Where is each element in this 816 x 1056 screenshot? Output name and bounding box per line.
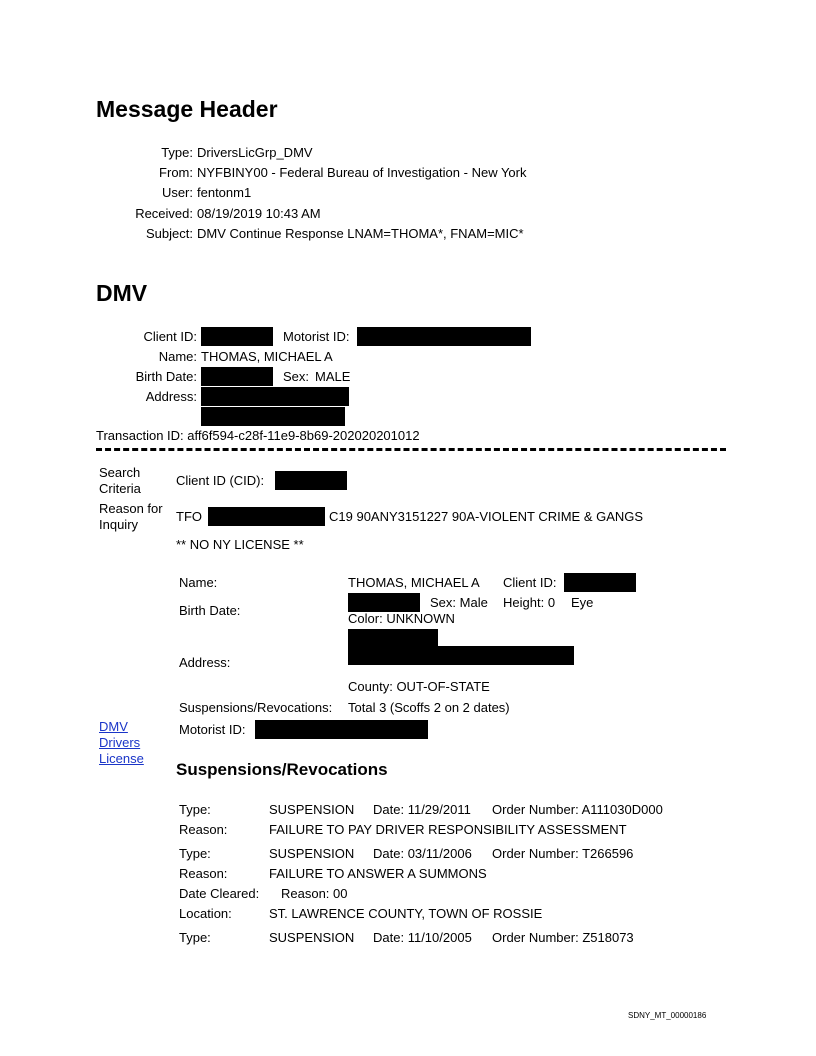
susp-3-date-label: Date: xyxy=(373,930,405,945)
susp-2-date-label: Date: xyxy=(373,846,405,861)
message-header-title: Message Header xyxy=(96,96,278,122)
redaction-block xyxy=(348,646,574,665)
susp-2-reason-code-label: Reason: xyxy=(281,886,330,901)
susp-2-date xyxy=(373,846,472,862)
susp-2-location-label: Location: xyxy=(179,906,232,921)
susp-2-date-value: 03/11/2006 xyxy=(407,846,472,861)
redaction-block xyxy=(201,387,349,406)
record-county xyxy=(348,679,490,695)
record-birth-date-label: Birth Date: xyxy=(179,603,241,618)
dmv-drivers-license-link-line-3[interactable]: License xyxy=(99,751,144,766)
record-address-label: Address: xyxy=(179,655,231,670)
susp-3-date-value: 11/10/2005 xyxy=(407,930,472,945)
record-sex-label: Sex: xyxy=(430,595,457,610)
record-county-label: County: xyxy=(348,679,393,694)
dmv-address-label: Address: xyxy=(145,389,197,404)
redaction-block xyxy=(357,327,531,346)
redaction-block xyxy=(201,367,273,386)
susp-2-reason: FAILURE TO ANSWER A SUMMONS xyxy=(269,866,487,881)
susp-2-order-label: Order Number: xyxy=(492,846,579,861)
record-sex-value: Male xyxy=(459,595,488,610)
record-height xyxy=(503,595,555,611)
record-name-label: Name: xyxy=(179,575,218,590)
type-label: Type: xyxy=(161,145,193,160)
record-eye-value: UNKNOWN xyxy=(386,611,455,626)
dmv-motorist-id-label: Motorist ID: xyxy=(283,329,350,344)
redaction-block xyxy=(564,573,636,592)
susp-1-date-label: Date: xyxy=(373,802,405,817)
record-county-value: OUT-OF-STATE xyxy=(396,679,490,694)
dmv-name-label: Name: xyxy=(158,349,197,364)
search-criteria-label-2: Criteria xyxy=(99,481,141,496)
susp-3-date xyxy=(373,930,472,946)
dmv-sex-label: Sex: xyxy=(283,369,310,384)
transaction-id-label: Transaction ID: xyxy=(96,428,184,443)
redaction-block xyxy=(348,593,420,612)
record-susp-label: Suspensions/Revocations: xyxy=(179,700,333,715)
record-client-id-label: Client ID: xyxy=(503,575,557,590)
susp-2-order xyxy=(492,846,633,862)
subject-value: DMV Continue Response LNAM=THOMA*, FNAM=MIC* xyxy=(197,226,524,241)
susp-1-reason: FAILURE TO PAY DRIVER RESPONSIBILITY ASSESSMENT xyxy=(269,822,627,837)
dmv-birth-date-label: Birth Date: xyxy=(135,369,197,384)
reason-for-inquiry-label-2: Inquiry xyxy=(99,517,139,532)
susp-1-order-value: A111030D000 xyxy=(581,802,663,817)
from-value: NYFBINY00 - Federal Bureau of Investigation - New York xyxy=(197,165,527,180)
received-value: 08/19/2019 10:43 AM xyxy=(197,206,321,221)
susp-2-date-cleared-label: Date Cleared: xyxy=(179,886,260,901)
susp-1-date xyxy=(373,802,471,818)
susp-2-location: ST. LAWRENCE COUNTY, TOWN OF ROSSIE xyxy=(269,906,543,921)
subject-label: Subject: xyxy=(146,226,193,241)
susp-2-order-value: T266596 xyxy=(582,846,634,861)
cid-label: Client ID (CID): xyxy=(176,473,265,488)
susp-2-type-label: Type: xyxy=(179,846,211,861)
record-eye-label-1: Eye xyxy=(571,595,594,610)
susp-1-type-label: Type: xyxy=(179,802,211,817)
record-name-value: THOMAS, MICHAEL A xyxy=(348,575,480,590)
user-value: fentonm1 xyxy=(197,185,252,200)
suspensions-title: Suspensions/Revocations xyxy=(176,760,388,779)
redaction-block xyxy=(201,407,345,426)
dmv-title: DMV xyxy=(96,280,148,306)
tfo-label: TFO xyxy=(176,509,202,524)
susp-3-order-label: Order Number: xyxy=(492,930,579,945)
user-label: User: xyxy=(161,185,193,200)
susp-2-reason-code-value: 00 xyxy=(333,886,348,901)
susp-3-type: SUSPENSION xyxy=(269,930,355,945)
susp-3-order xyxy=(492,930,634,946)
record-motorist-id-label: Motorist ID: xyxy=(179,722,246,737)
susp-1-type: SUSPENSION xyxy=(269,802,355,817)
dmv-name-value: THOMAS, MICHAEL A xyxy=(201,349,333,364)
received-label: Received: xyxy=(135,206,193,221)
dashed-divider xyxy=(96,448,726,451)
redaction-block xyxy=(208,507,325,526)
type-value: DriversLicGrp_DMV xyxy=(197,145,313,160)
record-height-value: 0 xyxy=(547,595,556,610)
record-susp-value: Total 3 (Scoffs 2 on 2 dates) xyxy=(348,700,510,715)
susp-1-reason-label: Reason: xyxy=(179,822,228,837)
susp-3-order-value: Z518073 xyxy=(582,930,634,945)
susp-2-type: SUSPENSION xyxy=(269,846,355,861)
record-sex xyxy=(430,595,488,611)
dmv-sex-value: MALE xyxy=(315,369,351,384)
bates-number: SDNY_MT_00000186 xyxy=(628,1011,707,1020)
redaction-block xyxy=(348,629,438,647)
from-label: From: xyxy=(159,165,193,180)
susp-1-order-label: Order Number: xyxy=(492,802,579,817)
susp-2-reason-code xyxy=(281,886,348,902)
record-height-label: Height: xyxy=(503,595,545,610)
dmv-drivers-license-link-line-1[interactable]: DMV xyxy=(99,719,128,734)
dmv-drivers-license-link-line-2[interactable]: Drivers xyxy=(99,735,141,750)
search-criteria-label-1: Search xyxy=(99,465,141,480)
redaction-block xyxy=(201,327,273,346)
dmv-client-id-label: Client ID: xyxy=(143,329,197,344)
redaction-block xyxy=(255,720,428,739)
transaction-id xyxy=(96,428,420,444)
no-license-notice: ** NO NY LICENSE ** xyxy=(176,537,304,552)
inquiry-value: C19 90ANY3151227 90A-VIOLENT CRIME & GANGS xyxy=(329,509,644,524)
susp-2-reason-label: Reason: xyxy=(179,866,228,881)
transaction-id-value: aff6f594-c28f-11e9-8b69-202020201012 xyxy=(187,428,420,443)
susp-1-order xyxy=(492,802,663,818)
reason-for-inquiry-label-1: Reason for xyxy=(99,501,163,516)
redaction-block xyxy=(275,471,347,490)
record-eye-color xyxy=(348,611,455,627)
record-eye-label-2: Color: xyxy=(348,611,383,626)
susp-3-type-label: Type: xyxy=(179,930,211,945)
susp-1-date-value: 11/29/2011 xyxy=(407,802,471,817)
